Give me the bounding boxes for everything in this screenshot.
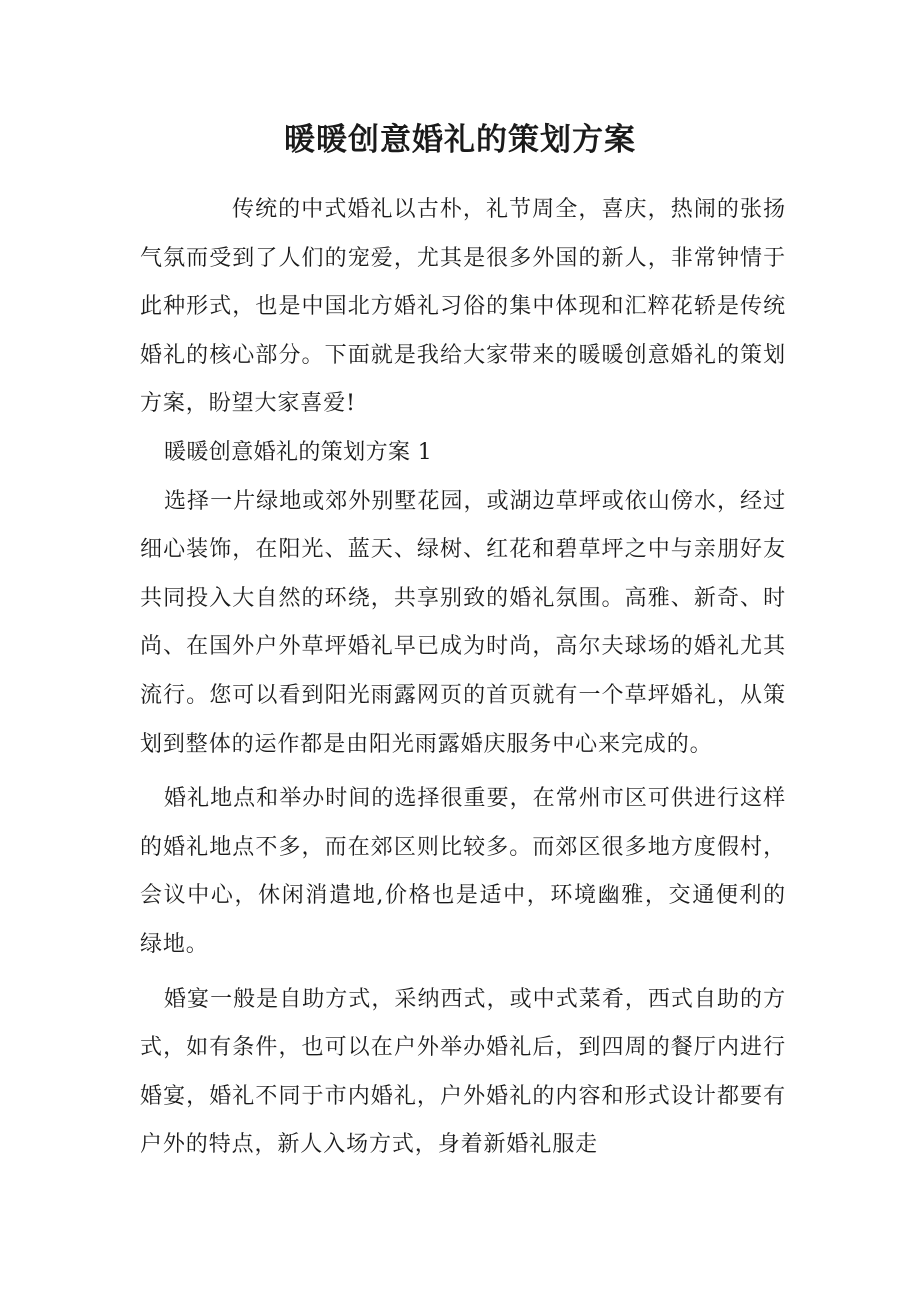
body-paragraph-1: 选择一片绿地或郊外别墅花园，或湖边草坪或依山傍水，经过细心装饰，在阳光、蓝天、绿树、红花和碧草坪之中与亲朋好友共同投入大自然的环绕，共享别致的婚礼氛围。高雅、新奇、时尚、在国外户外草坪婚礼早已成为时尚，高尔夫球场的婚礼尤其流行。您可以看到阳光雨露网页的首页就有一个草坪婚礼，从策划到整体的运作都是由阳光雨露婚庆服务中心来完成的。 (140, 488, 786, 757)
document-body (140, 186, 786, 1170)
body-paragraph-3: 婚宴一般是自助方式，采纳西式，或中式菜肴，西式自助的方式，如有条件，也可以在户外举办婚礼后，到四周的餐厅内进行婚宴，婚礼不同于市内婚礼，户外婚礼的内容和形式设计都要有户外的特点，新人入场方式，身着新婚礼服走 (140, 986, 786, 1158)
document-title: 暖暖创意婚礼的策划方案 (284, 122, 636, 158)
intro-paragraph: 传统的中式婚礼以古朴，礼节周全，喜庆，热闹的张扬气氛而受到了人们的宠爱，尤其是很多外国的新人，非常钟情于此种形式，也是中国北方婚礼习俗的集中体现和汇粹花轿是传统婚礼的核心部分。下面就是我给大家带来的暖暖创意婚礼的策划方案，盼望大家喜爱! (140, 197, 786, 417)
section-heading: 暖暖创意婚礼的策划方案 1 (164, 439, 433, 465)
body-paragraph-2: 婚礼地点和举办时间的选择很重要，在常州市区可供进行这样的婚礼地点不多，而在郊区则比较多。而郊区很多地方度假村，会议中心，休闲消遣地,价格也是适中，环境幽雅，交通便利的绿地。 (140, 786, 786, 957)
